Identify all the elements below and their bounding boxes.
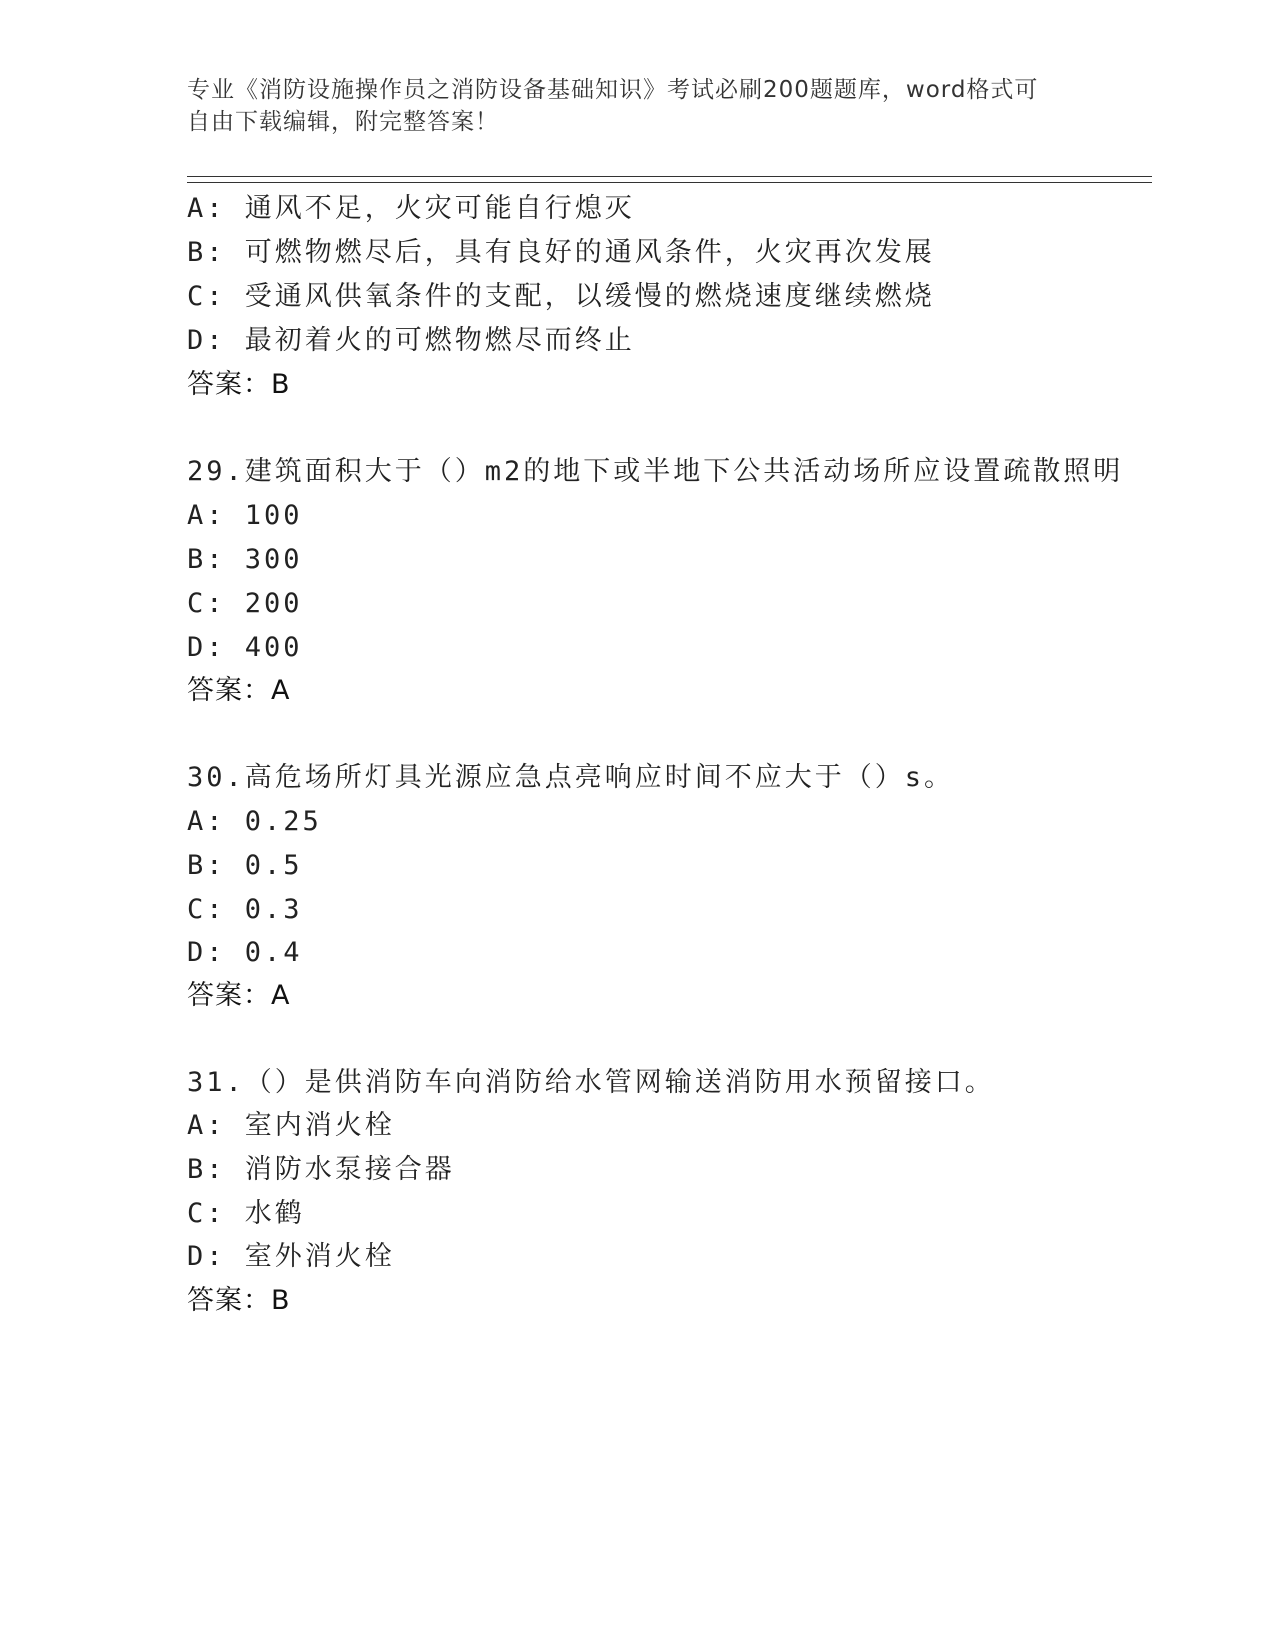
q30-answer: 答案：A — [187, 980, 291, 1011]
q29-answer: 答案：A — [187, 675, 291, 706]
header-line-1: 专业《消防设施操作员之消防设备基础知识》考试必刷200题题库，word格式可 — [187, 77, 1039, 103]
document-header — [187, 74, 1067, 138]
q31-option-c: C: 水鹤 — [187, 1198, 305, 1229]
q28-option-b: B: 可燃物燃尽后，具有良好的通风条件，火灾再次发展 — [187, 237, 935, 268]
q30-question: 30.高危场所灯具光源应急点亮响应时间不应大于（）s。 — [187, 762, 955, 793]
q30-option-d: D: 0.4 — [187, 937, 303, 968]
q29-question: 29.建筑面积大于（）m2的地下或半地下公共活动场所应设置疏散照明 — [187, 456, 1124, 487]
q28-option-d: D: 最初着火的可燃物燃尽而终止 — [187, 325, 635, 356]
header-divider-bottom — [187, 182, 1152, 183]
q31-answer: 答案：B — [187, 1285, 291, 1316]
q30-option-a: A: 0.25 — [187, 806, 322, 837]
q28-answer: 答案：B — [187, 369, 291, 400]
q31-option-b: B: 消防水泵接合器 — [187, 1154, 455, 1185]
q29-option-b: B: 300 — [187, 544, 303, 575]
q29-option-d: D: 400 — [187, 632, 303, 663]
q30-option-c: C: 0.3 — [187, 894, 303, 925]
q29-option-c: C: 200 — [187, 588, 303, 619]
q29-option-a: A: 100 — [187, 500, 303, 531]
header-line-2: 自由下载编辑，附完整答案！ — [187, 109, 499, 135]
q28-option-a: A: 通风不足，火灾可能自行熄灭 — [187, 193, 635, 224]
q28-option-c: C: 受通风供氧条件的支配，以缓慢的燃烧速度继续燃烧 — [187, 281, 935, 312]
q31-question: 31.（）是供消防车向消防给水管网输送消防用水预留接口。 — [187, 1067, 995, 1098]
q31-option-d: D: 室外消火栓 — [187, 1241, 395, 1272]
q31-option-a: A: 室内消火栓 — [187, 1110, 395, 1141]
header-divider-top — [187, 176, 1152, 177]
q30-option-b: B: 0.5 — [187, 850, 303, 881]
